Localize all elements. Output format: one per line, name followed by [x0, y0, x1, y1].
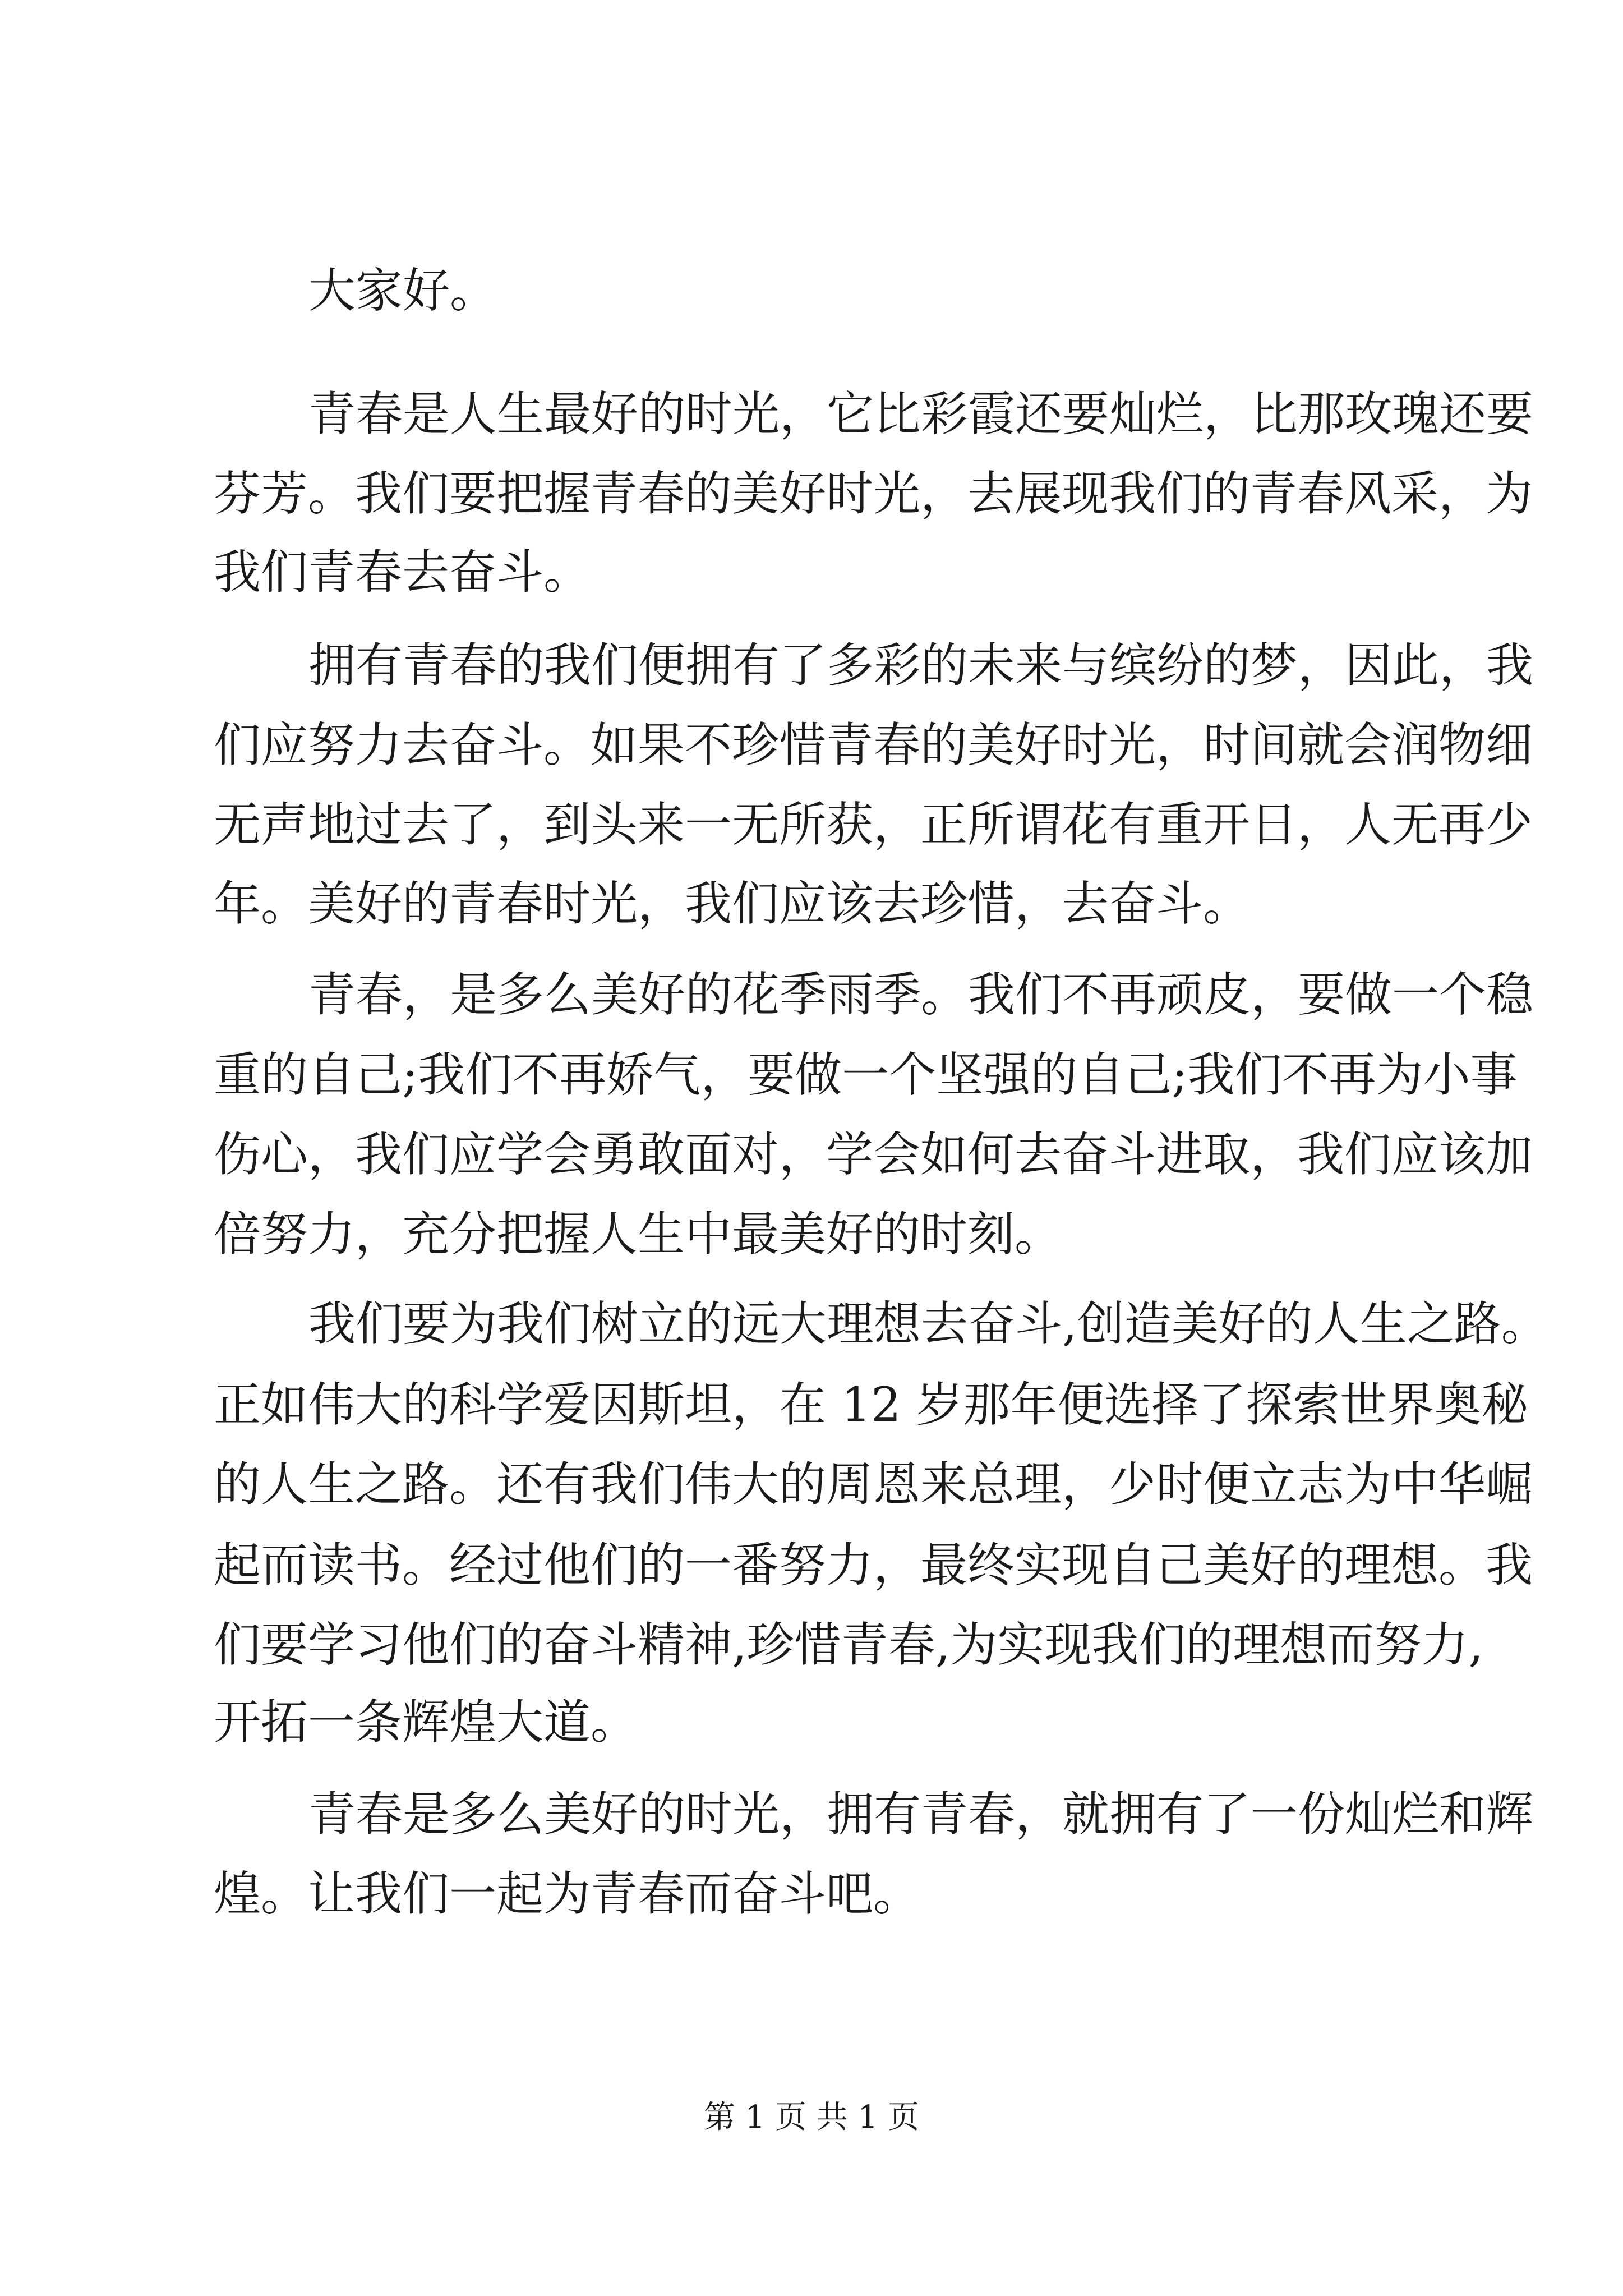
paragraph-5-line-4: 起而读书。经过他们的一番努力，最终实现自己美好的理想。我: [214, 1538, 1533, 1593]
paragraph-3-line-2: 们应努力去奋斗。如果不珍惜青春的美好时光，时间就会润物细: [214, 717, 1533, 772]
paragraph-4-line-4: 倍努力，充分把握人生中最美好的时刻。: [214, 1207, 1062, 1262]
paragraph-6-line-2: 煌。让我们一起为青春而奋斗吧。: [214, 1866, 921, 1921]
paragraph-4-line-1: 青春，是多么美好的花季雨季。我们不再顽皮，要做一个稳: [308, 967, 1534, 1022]
page-number-footer: 第 1 页 共 1 页: [703, 2099, 920, 2136]
paragraph-3-line-1: 拥有青春的我们便拥有了多彩的未来与缤纷的梦，因此，我: [308, 638, 1534, 693]
paragraph-5-line-3: 的人生之路。还有我们伟大的周恩来总理，少时便立志为中华崛: [214, 1457, 1533, 1512]
paragraph-3-line-4: 年。美好的青春时光，我们应该去珍惜，去奋斗。: [214, 876, 1251, 931]
paragraph-5-line-1: 我们要为我们树立的远大理想去奋斗,创造美好的人生之路。: [308, 1296, 1548, 1351]
paragraph-5-line-2: 正如伟大的科学爱因斯坦，在 12 岁那年便选择了探索世界奥秘: [214, 1377, 1529, 1432]
paragraph-4-line-2: 重的自己;我们不再娇气，要做一个坚强的自己;我们不再为小事: [214, 1047, 1518, 1102]
paragraph-5-line-6: 开拓一条辉煌大道。: [214, 1695, 638, 1750]
paragraph-2-line-1: 青春是人生最好的时光，它比彩霞还要灿烂，比那玫瑰还要: [308, 386, 1534, 441]
paragraph-2-line-2: 芬芳。我们要把握青春的美好时光，去展现我们的青春风采，为: [214, 466, 1533, 521]
paragraph-2-line-3: 我们青春去奋斗。: [214, 545, 591, 600]
paragraph-5-line-5: 们要学习他们的奋斗精神,珍惜青春,为实现我们的理想而努力,: [214, 1617, 1484, 1672]
paragraph-4-line-3: 伤心，我们应学会勇敢面对，学会如何去奋斗进取，我们应该加: [214, 1127, 1533, 1182]
paragraph-3-line-3: 无声地过去了，到头来一无所获，正所谓花有重开日，人无再少: [214, 797, 1533, 852]
paragraph-1-line-1: 大家好。: [308, 263, 497, 318]
paragraph-6-line-1: 青春是多么美好的时光，拥有青春，就拥有了一份灿烂和辉: [308, 1787, 1534, 1842]
